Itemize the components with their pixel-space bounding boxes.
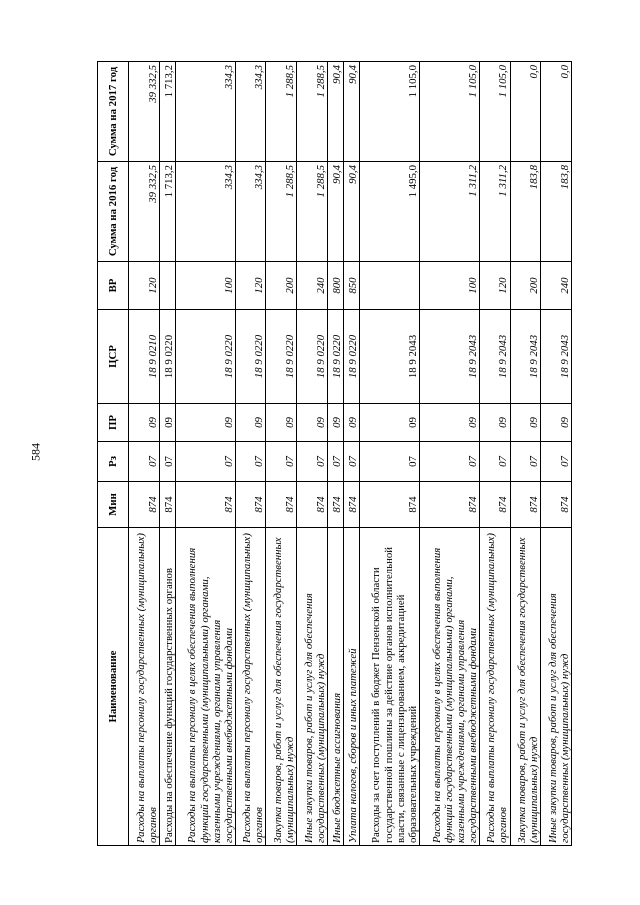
- cell-min: 874: [419, 482, 479, 528]
- header-pr: ПР: [98, 404, 129, 442]
- cell-csr: 18 9 0220: [175, 310, 235, 404]
- cell-sum-2017: 1 105,0: [479, 62, 510, 162]
- table-row: [479, 62, 510, 846]
- cell-min: 874: [129, 482, 160, 528]
- header-name: Наименование: [98, 528, 129, 846]
- cell-min: 874: [510, 482, 541, 528]
- cell-csr: 18 9 0210: [129, 310, 160, 404]
- cell-pr: 09: [159, 404, 175, 442]
- cell-vr: 800: [327, 262, 343, 310]
- cell-rz: 07: [479, 442, 510, 482]
- cell-min: 874: [159, 482, 175, 528]
- cell-rz: 07: [297, 442, 328, 482]
- header-min: Мин: [98, 482, 129, 528]
- cell-min: 874: [266, 482, 297, 528]
- cell-sum-2016: 1 288,5: [297, 162, 328, 262]
- cell-csr: 18 9 0220: [297, 310, 328, 404]
- cell-pr: 09: [235, 404, 266, 442]
- cell-sum-2017: 334,3: [235, 62, 266, 162]
- table-row: [266, 62, 297, 846]
- cell-name: Расходы на выплаты персоналу в целях обеспечения выполнения функций государственными (муниципальными) органами, казенными учреждениями, органами управления государственными внебюджетными фондами: [175, 528, 235, 846]
- cell-csr: 18 9 0220: [266, 310, 297, 404]
- cell-sum-2017: 0,0: [510, 62, 541, 162]
- cell-csr: 18 9 0220: [159, 310, 175, 404]
- cell-sum-2016: 1 713,2: [159, 162, 175, 262]
- cell-pr: 09: [419, 404, 479, 442]
- cell-vr: 850: [343, 262, 359, 310]
- cell-sum-2017: 1 105,0: [419, 62, 479, 162]
- cell-sum-2016: 183,8: [541, 162, 572, 262]
- table-row: [159, 62, 175, 846]
- cell-sum-2017: 90,4: [327, 62, 343, 162]
- budget-table-container: [97, 62, 572, 846]
- cell-csr: 18 9 0220: [343, 310, 359, 404]
- cell-csr: 18 9 2043: [479, 310, 510, 404]
- cell-sum-2016: 334,3: [235, 162, 266, 262]
- cell-vr: 120: [479, 262, 510, 310]
- cell-sum-2016: 90,4: [327, 162, 343, 262]
- cell-vr: 100: [175, 262, 235, 310]
- cell-pr: 09: [343, 404, 359, 442]
- cell-rz: 07: [343, 442, 359, 482]
- cell-vr: [359, 262, 419, 310]
- table-row: [175, 62, 235, 846]
- cell-min: 874: [297, 482, 328, 528]
- cell-vr: 240: [541, 262, 572, 310]
- cell-vr: 240: [297, 262, 328, 310]
- cell-sum-2016: 183,8: [510, 162, 541, 262]
- cell-min: 874: [479, 482, 510, 528]
- cell-sum-2016: 90,4: [343, 162, 359, 262]
- header-csr: ЦСР: [98, 310, 129, 404]
- cell-name: Уплата налогов, сборов и иных платежей: [343, 528, 359, 846]
- cell-rz: 07: [419, 442, 479, 482]
- cell-name: Расходы на выплаты персоналу государственных (муниципальных) органов: [129, 528, 160, 846]
- cell-csr: 18 9 2043: [419, 310, 479, 404]
- table-row: [129, 62, 160, 846]
- cell-sum-2017: 1 288,5: [266, 62, 297, 162]
- cell-min: 874: [175, 482, 235, 528]
- cell-sum-2017: 1 105,0: [359, 62, 419, 162]
- cell-pr: 09: [175, 404, 235, 442]
- cell-pr: 09: [359, 404, 419, 442]
- cell-pr: 09: [479, 404, 510, 442]
- cell-min: 874: [343, 482, 359, 528]
- cell-name: Закупка товаров, работ и услуг для обеспечения государственных (муниципальных) нужд: [266, 528, 297, 846]
- cell-csr: 18 9 0220: [235, 310, 266, 404]
- table-row: [541, 62, 572, 846]
- cell-vr: 120: [235, 262, 266, 310]
- cell-csr: 18 9 0220: [327, 310, 343, 404]
- cell-min: 874: [541, 482, 572, 528]
- cell-pr: 09: [327, 404, 343, 442]
- cell-vr: 100: [419, 262, 479, 310]
- cell-rz: 07: [359, 442, 419, 482]
- table-row: [359, 62, 419, 846]
- cell-rz: 07: [266, 442, 297, 482]
- table-row: [343, 62, 359, 846]
- header-vr: ВР: [98, 262, 129, 310]
- cell-min: 874: [235, 482, 266, 528]
- page-number: 584: [28, 443, 43, 461]
- cell-sum-2016: 39 332,5: [129, 162, 160, 262]
- cell-name: Иные закупки товаров, работ и услуг для обеспечения государственных (муниципальных) нужд: [541, 528, 572, 846]
- cell-pr: 09: [510, 404, 541, 442]
- table-row: [327, 62, 343, 846]
- cell-pr: 09: [129, 404, 160, 442]
- header-rz: Рз: [98, 442, 129, 482]
- cell-name: Расходы на выплаты персоналу государственных (муниципальных) органов: [479, 528, 510, 846]
- cell-pr: 09: [266, 404, 297, 442]
- cell-min: 874: [359, 482, 419, 528]
- cell-sum-2017: 1 288,5: [297, 62, 328, 162]
- table-row: [297, 62, 328, 846]
- cell-sum-2017: 1 713,2: [159, 62, 175, 162]
- cell-rz: 07: [129, 442, 160, 482]
- cell-vr: 200: [510, 262, 541, 310]
- cell-rz: 07: [541, 442, 572, 482]
- cell-vr: 200: [266, 262, 297, 310]
- table-row: [235, 62, 266, 846]
- cell-name: Расходы за счет поступлений в бюджет Пензенской области государственной пошлины за действие органов исполнительной власти, связанные с лицензированием, аккредитацией образовательных учреждений: [359, 528, 419, 846]
- table-row: [510, 62, 541, 846]
- cell-csr: 18 9 2043: [510, 310, 541, 404]
- cell-sum-2016: 1 311,2: [479, 162, 510, 262]
- cell-csr: 18 9 2043: [541, 310, 572, 404]
- cell-sum-2016: 1 311,2: [419, 162, 479, 262]
- cell-rz: 07: [510, 442, 541, 482]
- cell-sum-2016: 334,3: [175, 162, 235, 262]
- table-row: [419, 62, 479, 846]
- cell-sum-2017: 334,3: [175, 62, 235, 162]
- cell-name: Закупка товаров, работ и услуг для обеспечения государственных (муниципальных) нужд: [510, 528, 541, 846]
- cell-sum-2017: 0,0: [541, 62, 572, 162]
- cell-sum-2016: 1 495,0: [359, 162, 419, 262]
- cell-sum-2016: 1 288,5: [266, 162, 297, 262]
- cell-vr: 120: [129, 262, 160, 310]
- table-header-row: [98, 62, 129, 846]
- cell-csr: 18 9 2043: [359, 310, 419, 404]
- cell-sum-2017: 39 332,5: [129, 62, 160, 162]
- cell-rz: 07: [327, 442, 343, 482]
- cell-name: Иные бюджетные ассигнования: [327, 528, 343, 846]
- cell-rz: 07: [159, 442, 175, 482]
- cell-name: Расходы на выплаты персоналу государственных (муниципальных) органов: [235, 528, 266, 846]
- cell-sum-2017: 90,4: [343, 62, 359, 162]
- cell-pr: 09: [297, 404, 328, 442]
- header-sum-2016: Сумма на 2016 год: [98, 162, 129, 262]
- cell-rz: 07: [235, 442, 266, 482]
- cell-min: 874: [327, 482, 343, 528]
- cell-name: Расходы на выплаты персоналу в целях обеспечения выполнения функций государственными (муниципальными) органами, казенными учреждениями, органами управления государственными внебюджетными фондами: [419, 528, 479, 846]
- header-sum-2017: Сумма на 2017 год: [98, 62, 129, 162]
- table-body: [129, 62, 572, 846]
- cell-name: Иные закупки товаров, работ и услуг для обеспечения государственных (муниципальных) нужд: [297, 528, 328, 846]
- cell-rz: 07: [175, 442, 235, 482]
- cell-name: Расходы на обеспечение функций государственных органов: [159, 528, 175, 846]
- cell-pr: 09: [541, 404, 572, 442]
- budget-table: [97, 61, 572, 846]
- cell-vr: [159, 262, 175, 310]
